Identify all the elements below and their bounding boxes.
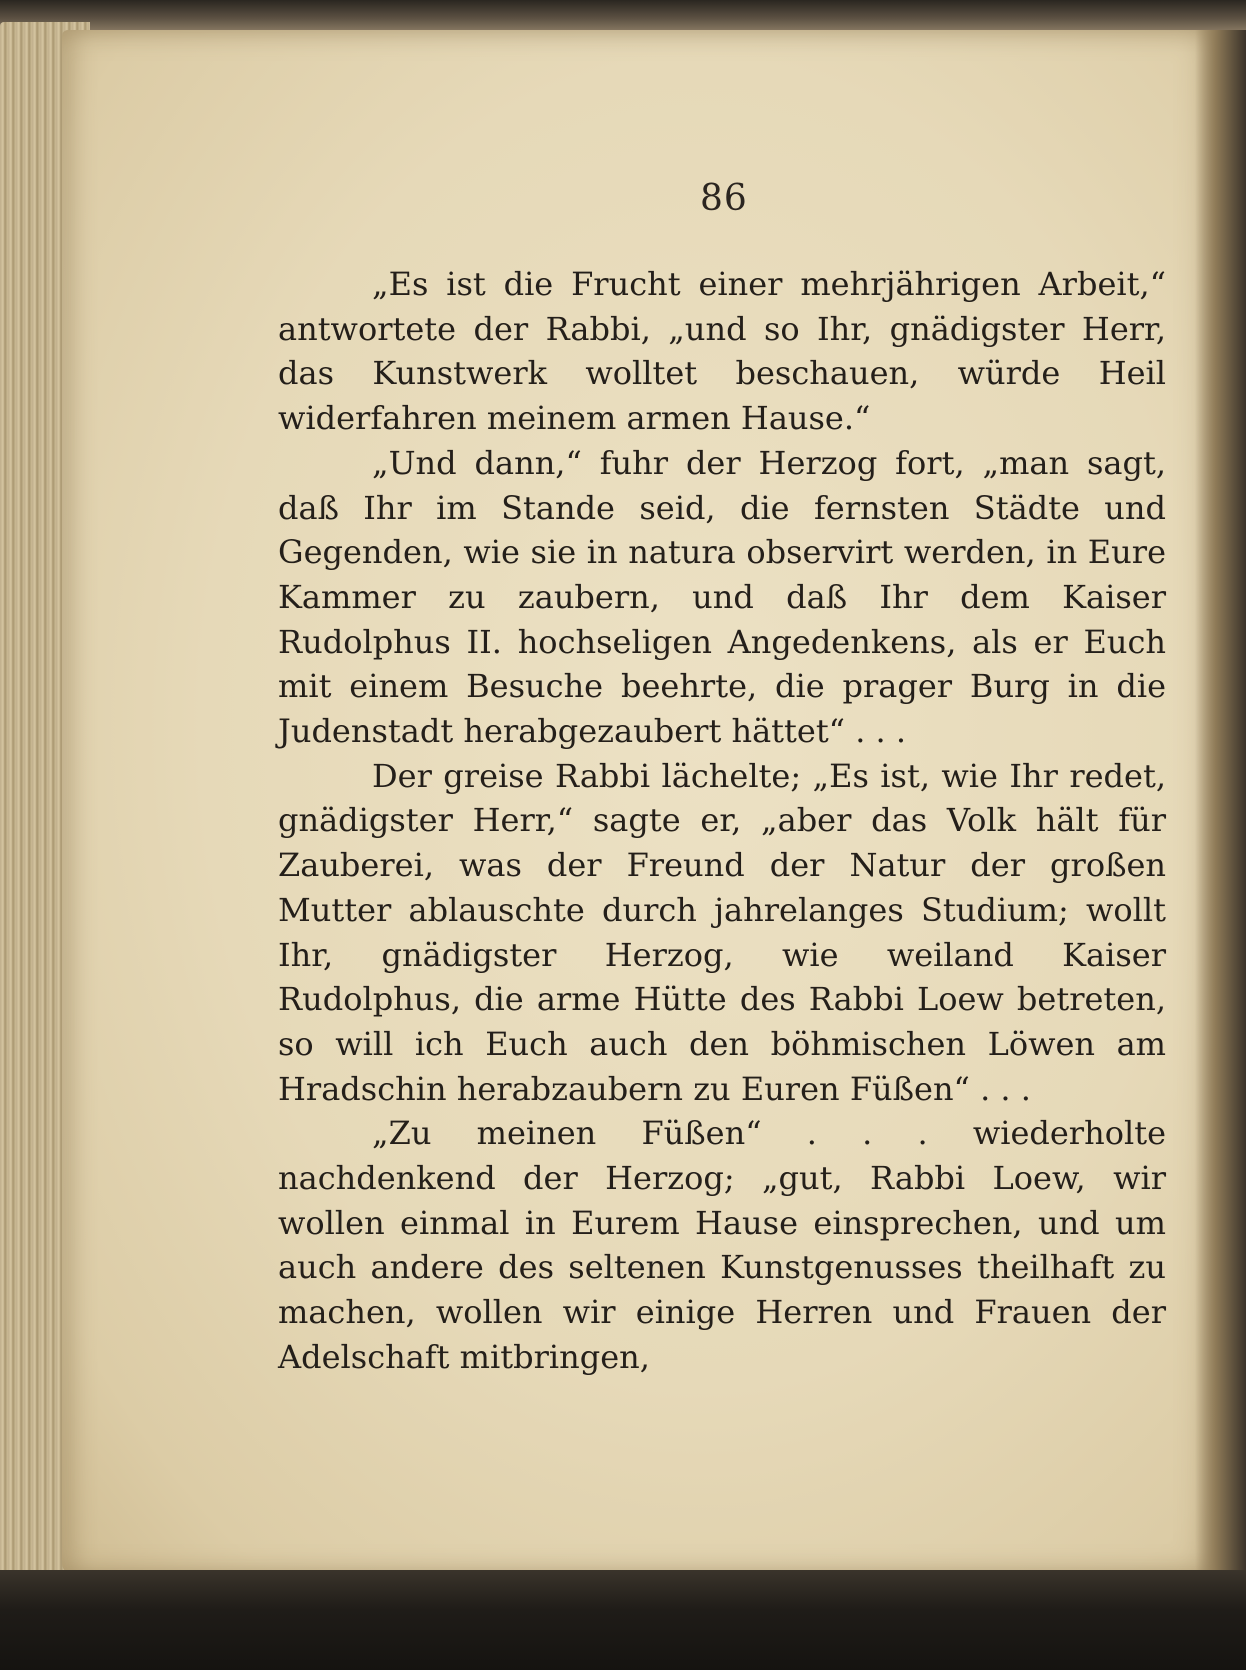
paragraph: Der greise Rabbi lächelte; „Es ist, wie Ihr redet, gnädigster Herr,“ sagte er, „aber das Volk hält für Zauberei, was der Freund der Natur der großen Mutter ablauschte durch jahrelanges Studium; wollt Ihr, gnädigster Herzog, wie weiland Kaiser Rudolphus, die arme Hütte des Rabbi Loew betreten, so will ich Euch auch den böhmischen Löwen am Hradschin herabzaubern zu Euren Füßen“ . . . [278,756,1166,1108]
book-bottom-edge [0,1570,1246,1670]
page-number: 86 [700,178,748,219]
binding-gutter [1195,30,1246,1575]
body-text [278,262,1166,1380]
paragraph: „Es ist die Frucht einer mehrjährigen Arbeit,“ antwortete der Rabbi, „und so Ihr, gnädigster Herr, das Kunstwerk wolltet beschauen, würde Heil widerfahren meinem armen Hause.“ [278,265,1166,438]
paragraph: „Und dann,“ fuhr der Herzog fort, „man sagt, daß Ihr im Stande seid, die fernsten Städte und Gegenden, wie sie in natura observirt werden, in Eure Kammer zu zaubern, und daß Ihr dem Kaiser Rudolphus II. hochseligen Angedenkens, als er Euch mit einem Besuche beehrte, die prager Burg in die Judenstadt herabgezaubert hättet“ . . . [278,443,1166,751]
paragraph: „Zu meinen Füßen“ . . . wiederholte nachdenkend der Herzog; „gut, Rabbi Loew, wir wollen einmal in Eurem Hause einsprechen, und um auch andere des seltenen Kunstgenusses theilhaft zu machen, wollen wir einige Herren und Frauen der Adelschaft mitbringen, [278,1114,1166,1376]
